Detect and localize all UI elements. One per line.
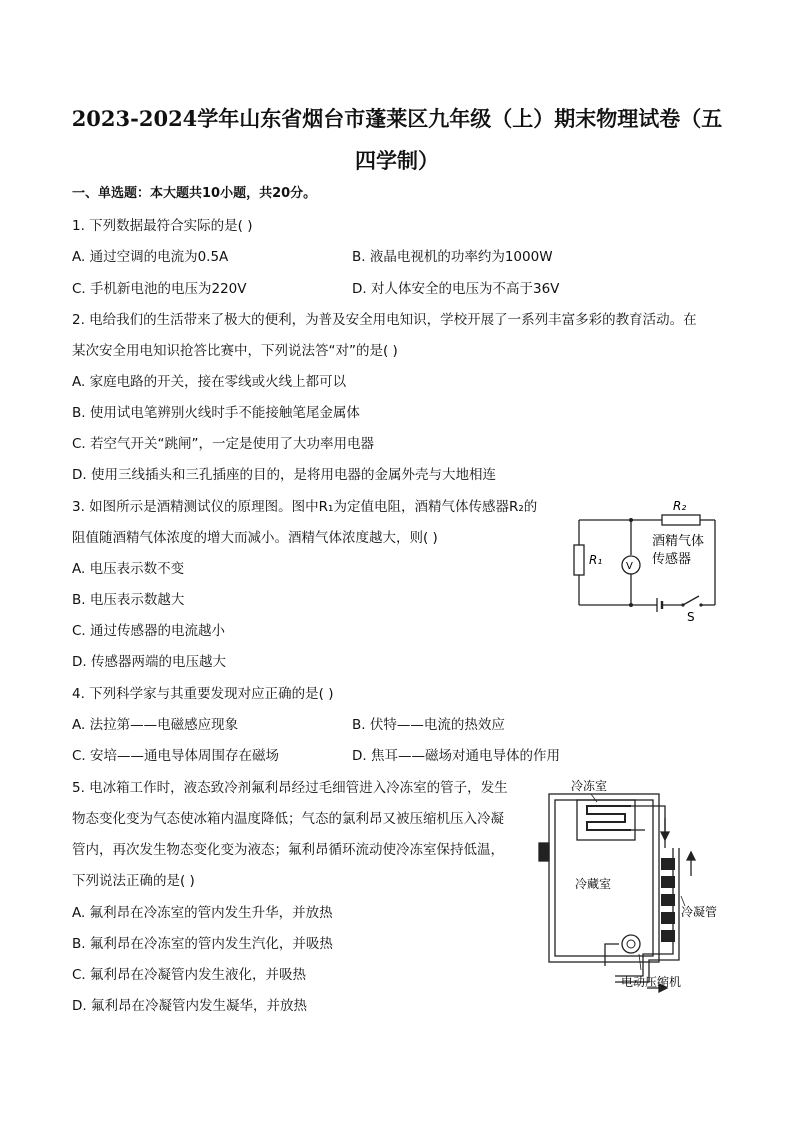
q5-option-c: C. 氟利昂在冷凝管内发生液化，并吸热 [72, 967, 307, 983]
r1-label: R₁ [589, 553, 603, 567]
q2-stem-line-1: 2. 电给我们的生活带来了极大的便利，为普及安全用电知识，学校开展了一系列丰富多彩的教育活动。在 [72, 312, 697, 328]
q4-option-a: A. 法拉第——电磁感应现象 [72, 717, 239, 733]
q1-stem: 1. 下列数据最符合实际的是( ) [72, 218, 253, 234]
q5-stem-line-4: 下列说法正确的是( ) [72, 873, 195, 889]
r2-label: R₂ [673, 499, 687, 513]
sensor-label-2: 传感器 [652, 552, 692, 567]
freezer-label: 冷冻室 [571, 779, 608, 793]
compressor-label: 电动压缩机 [621, 975, 682, 989]
q5-stem-line-1: 5. 电冰箱工作时，液态致冷剂氟利昂经过毛细管进入冷冻室的管子，发生 [72, 780, 508, 796]
alcohol-tester-circuit-diagram [565, 495, 725, 625]
q5-stem-line-3: 管内，再次发生物态变化变为液态；氟利昂循环流动使冷冻室保持低温， [72, 842, 504, 858]
q4-stem: 4. 下列科学家与其重要发现对应正确的是( ) [72, 686, 334, 702]
q2-option-d: D. 使用三线插头和三孔插座的目的，是将用电器的金属外壳与大地相连 [72, 467, 496, 483]
q5-option-a: A. 氟利昂在冷冻室的管内发生升华，并放热 [72, 905, 333, 921]
door-handle [539, 843, 549, 861]
exam-title-line-1: 2023-2024学年山东省烟台市蓬莱区九年级（上）期末物理试卷（五 [71, 106, 723, 131]
q5-stem-line-2: 物态变化变为气态使冰箱内温度降低；气态的氯利昂又被压缩机压入冷凝 [72, 811, 504, 827]
switch-lever [683, 596, 699, 605]
q1-option-a: A. 通过空调的电流为0.5A [72, 249, 229, 265]
compressor-icon [622, 935, 640, 953]
fridge-compartment-label: 冷藏室 [575, 877, 612, 891]
q2-option-a: A. 家庭电路的开关，接在零线或火线上都可以 [72, 374, 347, 390]
exam-title-line-2: 四学制） [355, 148, 439, 173]
q3-option-b: B. 电压表示数越大 [72, 592, 185, 608]
q5-option-d: D. 氟利昂在冷凝管内发生凝华，并放热 [72, 998, 307, 1014]
switch-label: S [687, 610, 695, 624]
q2-option-b: B. 使用试电笔辨别火线时手不能接触笔尾金属体 [72, 405, 360, 421]
q4-option-b: B. 伏特——电流的热效应 [352, 717, 505, 733]
r1-resistor [574, 545, 584, 575]
q1-option-c: C. 手机新电池的电压为220V [72, 281, 247, 297]
q3-stem-line-1: 3. 如图所示是酒精测试仪的原理图。图中R₁为定值电阻，酒精气体传感器R₂的 [72, 499, 538, 515]
q2-stem-line-2: 某次安全用电知识抢答比赛中，下列说法答“对”的是( ) [72, 343, 398, 359]
r2-resistor [662, 515, 700, 525]
q4-option-d: D. 焦耳——磁场对通电导体的作用 [352, 748, 560, 764]
q3-option-a: A. 电压表示数不变 [72, 561, 185, 577]
q1-option-b: B. 液晶电视机的功率约为1000W [352, 249, 553, 265]
q2-option-c: C. 若空气开关“跳闸”，一定是使用了大功率用电器 [72, 436, 374, 452]
refrigerator-diagram [535, 776, 735, 996]
section-heading: 一、单选题：本大题共10小题，共20分。 [72, 186, 317, 201]
q5-option-b: B. 氟利昂在冷冻室的管内发生汽化，并吸热 [72, 936, 333, 952]
q3-option-d: D. 传感器两端的电压越大 [72, 654, 226, 670]
q1-option-d: D. 对人体安全的电压为不高于36V [352, 281, 560, 297]
q3-stem-line-2: 阻值随酒精气体浓度的增大而减小。酒精气体浓度越大，则( ) [72, 530, 438, 546]
condenser-label: 冷凝管 [681, 905, 718, 919]
q3-option-c: C. 通过传感器的电流越小 [72, 623, 226, 639]
sensor-label-1: 酒精气体 [652, 534, 705, 549]
voltmeter-label: V [626, 561, 633, 572]
q4-option-c: C. 安培——通电导体周围存在磁场 [72, 748, 280, 764]
